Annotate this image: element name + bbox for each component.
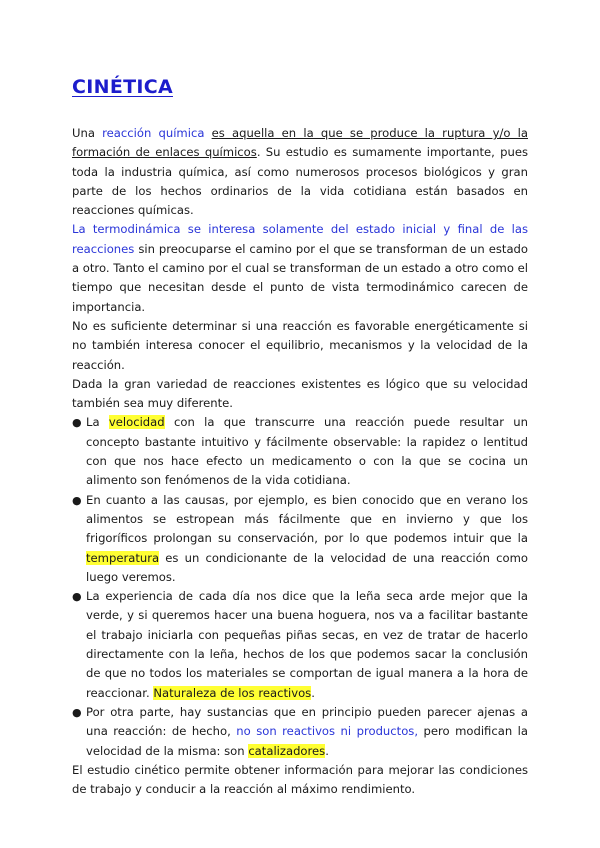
text: . xyxy=(311,685,315,700)
bullet-dot-icon: ● xyxy=(72,493,82,507)
paragraph-variedad: Dada la gran variedad de reacciones existentes es lógico que su velocidad también sea muy diferente. xyxy=(72,376,528,411)
text: con la que transcurre una reacción puede resultar un concepto bastante intuitivo y fácilmente observable: la rapidez o lentitud con que nos hace efecto un medicamento o con la que se cocina un alimento son fenómenos de la vida cotidiana. xyxy=(86,415,529,488)
bullet-dot-icon: ● xyxy=(72,590,82,604)
definition-underlined: es aquella en la que se produce la ruptura y/o la formación de enlaces químicos xyxy=(72,126,528,160)
text: sin preocuparse el camino por el que se transforman de un estado a otro. Tanto el camino por el cual se transforman de un estado a otro como el tiempo que necesitan desde el punto de vista termodinámico carecen de importancia. xyxy=(72,241,528,314)
list-item xyxy=(72,703,528,761)
list-item xyxy=(72,587,528,703)
paragraph-conclusion: El estudio cinético permite obtener información para mejorar las condiciones de trabajo y conducir a la reacción al máximo rendimiento. xyxy=(72,762,528,797)
highlight-catalizadores: catalizadores xyxy=(248,743,326,758)
bullet-dot-icon: ● xyxy=(72,416,82,430)
highlight-temperatura: temperatura xyxy=(86,550,160,565)
paragraph-termodinamica xyxy=(72,220,528,316)
list-item xyxy=(72,491,528,587)
page-title: CINÉTICA xyxy=(72,76,173,98)
text: Por otra parte, hay sustancias que en principio pueden parecer ajenas a una reacción: de hecho, xyxy=(86,704,528,739)
blue-text-no-reactivos: no son reactivos ni productos, xyxy=(236,724,419,739)
text: En cuanto a las causas, por ejemplo, es bien conocido que en verano los alimentos se estropean más fácilmente que en invierno y que los frigoríficos prolongan su conservación, por lo que podemos intuir que la xyxy=(86,492,528,546)
text: . Su estudio es sumamente importante, pues toda la industria química, así como numerosos procesos biológicos y gran parte de los hechos ordinarios de la vida cotidiana están basados en reacciones químicas. xyxy=(72,145,528,218)
term-reaccion-quimica: reacción química xyxy=(102,126,205,140)
text: Una xyxy=(72,126,103,140)
paragraph-equilibrio: No es suficiente determinar si una reacción es favorable energéticamente si no también interesa conocer el equilibrio, mecanismos y la velocidad de la reacción. xyxy=(72,318,528,372)
highlight-velocidad: velocidad xyxy=(108,415,165,430)
paragraph-intro xyxy=(72,124,528,220)
list-item xyxy=(72,413,528,490)
text: pero modifican la velocidad de la misma: son xyxy=(86,724,528,758)
bullet-dot-icon: ● xyxy=(72,705,82,719)
text: es un condicionante de la velocidad de una reacción como luego veremos. xyxy=(86,550,528,584)
bullet-list xyxy=(72,413,528,760)
text xyxy=(204,126,211,140)
highlight-naturaleza: Naturaleza de los reactivos xyxy=(153,685,312,700)
termodinamica-blue-text: La termodinámica se interesa solamente del estado inicial y final de las reacciones xyxy=(72,222,528,256)
text: La xyxy=(86,415,109,430)
text: . xyxy=(325,743,329,758)
document-body xyxy=(72,124,528,799)
text: La experiencia de cada día nos dice que la leña seca arde mejor que la verde, y si queremos hacer una buena hoguera, nos va a facilitar bastante el trabajo iniciarla con pequeñas piñas secas, en vez de tratar de hacerlo directamente con la leña, hechos de los que podemos sacar la conclusión de que no todos los materiales se comportan de igual manera a la hora de reaccionar. xyxy=(86,589,528,700)
